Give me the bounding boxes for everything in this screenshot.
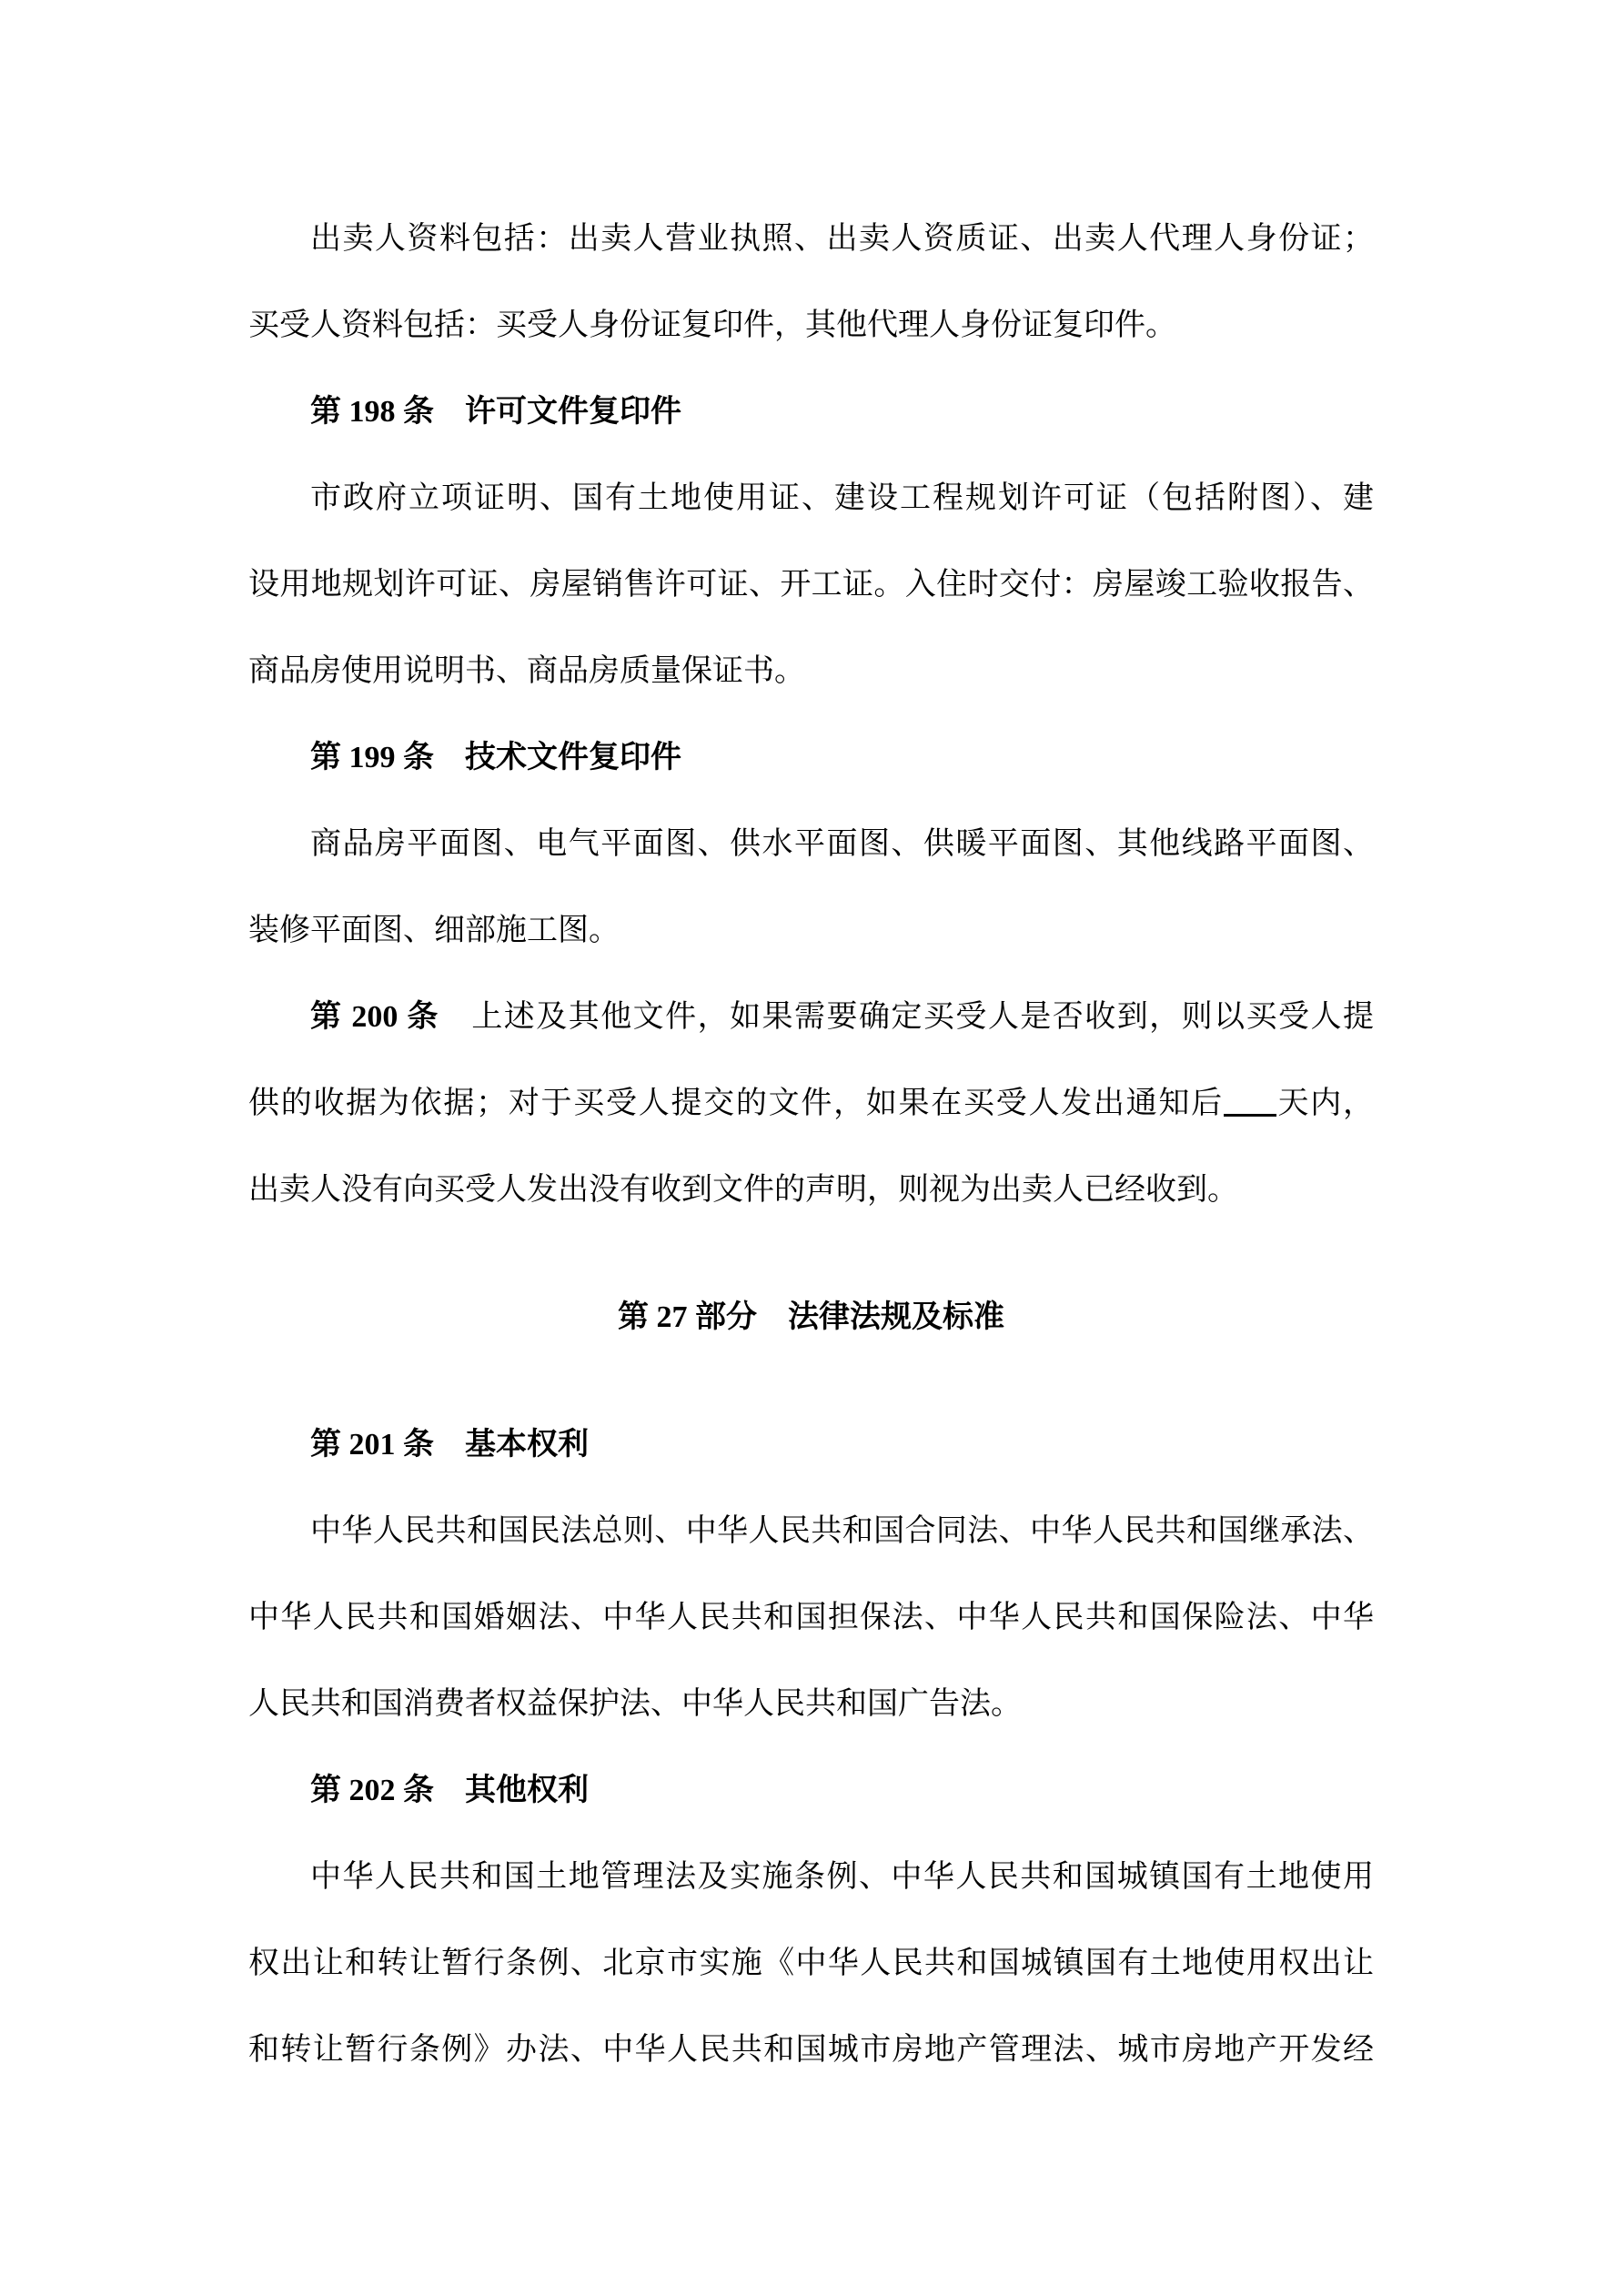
text-line	[248, 887, 1374, 974]
clause-heading: 第 199 条 技术文件复印件	[310, 741, 681, 774]
text-line	[248, 541, 1374, 628]
text-run: 出卖人资料包括：出卖人营业执照、出卖人资质证、出卖人代理人身份证；	[310, 222, 1374, 256]
text-line	[248, 1661, 1374, 1747]
text-line	[248, 2007, 1374, 2093]
text-run: 市政府立项证明、国有土地使用证、建设工程规划许可证（包括附图）、建	[310, 481, 1374, 515]
text-run: 中华人民共和国民法总则、中华人民共和国合同法、中华人民共和国继承法、	[310, 1514, 1374, 1548]
text-run: 商品房平面图、电气平面图、供水平面图、供暖平面图、其他线路平面图、	[310, 827, 1374, 861]
text-line	[248, 1920, 1374, 2007]
text-line	[248, 801, 1374, 887]
text-line	[248, 974, 1374, 1060]
text-run: 权出让和转让暂行条例、北京市实施《中华人民共和国城镇国有土地使用权出让	[248, 1947, 1374, 1980]
text-run: 商品房使用说明书、商品房质量保证书。	[248, 654, 805, 688]
text-line	[248, 1574, 1374, 1661]
clause-heading: 第 198 条 许可文件复印件	[310, 395, 681, 429]
text-run: 和转让暂行条例》办法、中华人民共和国城市房地产管理法、城市房地产开发经	[248, 2033, 1374, 2067]
text-line	[248, 1488, 1374, 1574]
text-run: 供的收据为依据；对于买受人提交的文件，如果在买受人发出通知后	[248, 1087, 1224, 1120]
text-run: 出卖人没有向买受人发出没有收到文件的声明，则视为出卖人已经收到。	[248, 1173, 1238, 1207]
part-heading: 第 27 部分 法律法规及标准	[618, 1300, 1004, 1334]
text-run: 中华人民共和国婚姻法、中华人民共和国担保法、中华人民共和国保险法、中华	[248, 1601, 1374, 1634]
text-run: 中华人民共和国土地管理法及实施条例、中华人民共和国城镇国有土地使用	[310, 1860, 1374, 1894]
text-line	[248, 1147, 1374, 1233]
clause-heading: 第 201 条 基本权利	[310, 1428, 589, 1462]
clause-number-bold: 第 200 条	[310, 1000, 439, 1034]
text-line	[248, 455, 1374, 541]
text-run: 装修平面图、细部施工图。	[248, 914, 620, 947]
text-run: 设用地规划许可证、房屋销售许可证、开工证。入住时交付：房屋竣工验收报告、	[248, 568, 1374, 602]
fill-in-blank	[1224, 1112, 1276, 1117]
text-run: 买受人资料包括：买受人身份证复印件，其他代理人身份证复印件。	[248, 308, 1176, 342]
text-run: 天内，	[1276, 1087, 1375, 1120]
text-line	[248, 282, 1374, 369]
text-run: 人民共和国消费者权益保护法、中华人民共和国广告法。	[248, 1687, 1022, 1721]
text-run: 上述及其他文件，如果需要确定买受人是否收到，则以买受人提	[439, 1000, 1374, 1034]
text-line	[248, 196, 1374, 282]
text-line	[248, 1834, 1374, 1920]
text-line	[248, 1060, 1374, 1147]
clause-heading: 第 202 条 其他权利	[310, 1774, 589, 1807]
text-line	[248, 628, 1374, 714]
